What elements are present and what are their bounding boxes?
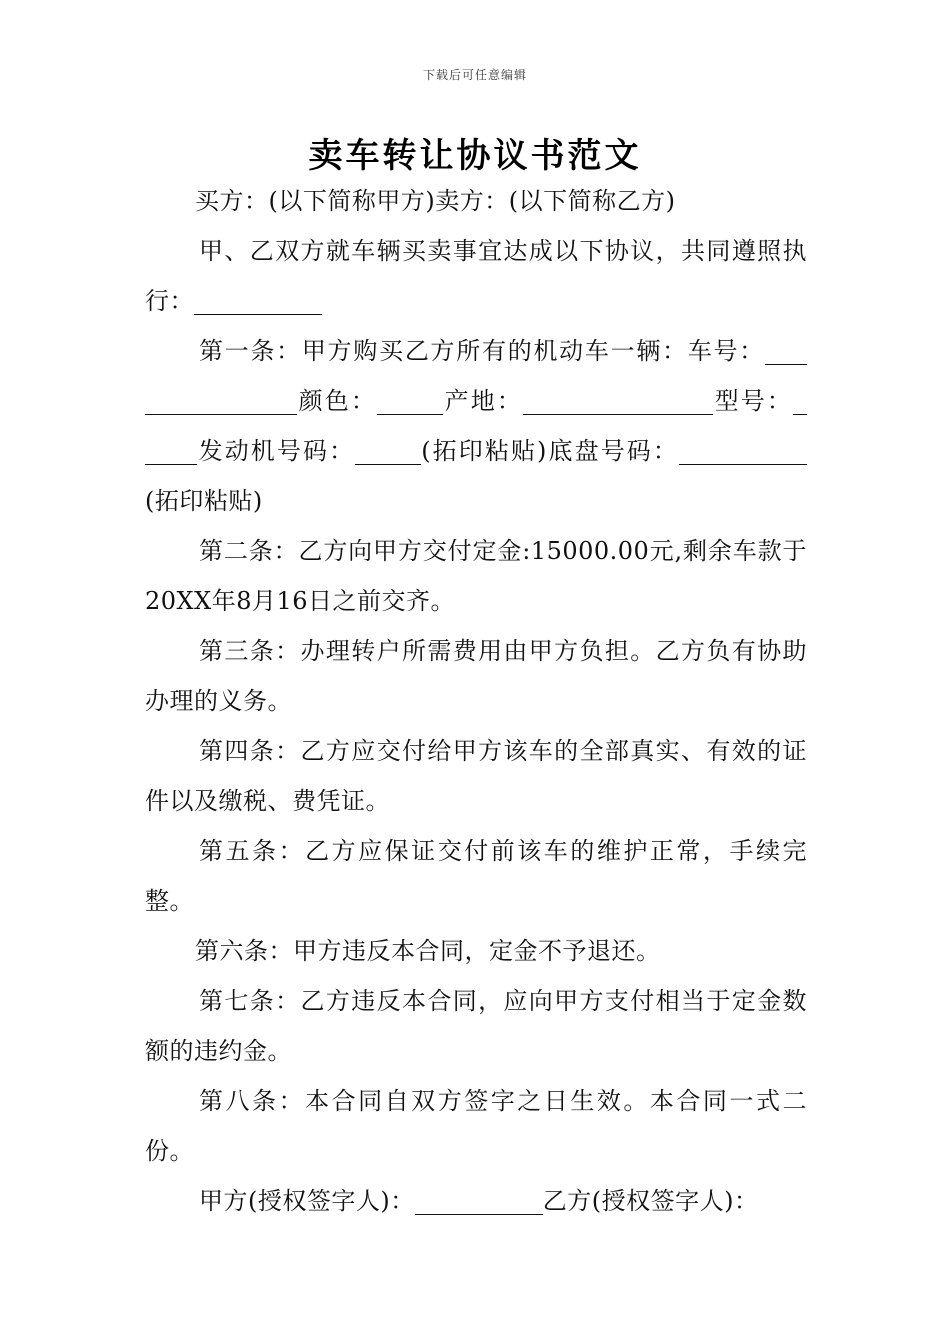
chassis-number-blank [679,440,807,465]
engine-label: 发动机号码： [197,437,356,465]
origin-label: 产地： [443,387,523,415]
color-label: 颜色： [297,387,377,415]
chassis-label: (拓印粘贴)底盘号码： [421,437,679,465]
parties-line: 买方：(以下简称甲方)卖方：(以下简称乙方) [195,187,676,215]
engine-number-blank [355,440,421,465]
rubbing-note: (拓印粘贴) [145,487,263,515]
article-7: 第七条：乙方违反本合同，应向甲方支付相当于定金数额的违约金。 [145,987,807,1065]
signature-line [145,1176,807,1226]
agreement-intro-text: 甲、乙双方就车辆买卖事宜达成以下协议，共同遵照执行： [145,237,807,315]
party-b-signature-label: 乙方(授权签字人)： [542,1187,759,1215]
model-blank-cont [145,440,197,465]
article-3: 第三条：办理转户所需费用由甲方负担。乙方负有协助办理的义务。 [145,637,807,715]
party-a-signature-blank [415,1190,543,1215]
plate-number-blank [765,340,807,365]
article-8: 第八条：本合同自双方签字之日生效。本合同一式二份。 [145,1087,807,1165]
party-a-signature-label: 甲方(授权签字人)： [199,1187,415,1215]
article-4: 第四条：乙方应交付给甲方该车的全部真实、有效的证件以及缴税、费凭证。 [145,737,807,815]
article-2: 第二条：乙方向甲方交付定金:15000.00元,剩余车款于20XX年8月16日之前交齐。 [145,537,807,615]
execution-blank [194,290,322,315]
article-1-lead: 第一条：甲方购买乙方所有的机动车一辆：车号： [199,337,765,365]
plate-number-blank-cont [145,390,297,415]
article-6: 第六条：甲方违反本合同，定金不予退还。 [195,937,661,965]
document-title: 卖车转让协议书范文 [308,136,642,176]
document-body [145,176,807,1226]
header-note: 下载后可任意编辑 [422,68,527,82]
article-1 [145,326,807,526]
model-label: 型号： [713,387,793,415]
agreement-intro [145,226,807,326]
color-blank [377,390,443,415]
model-blank [793,390,807,415]
origin-blank [523,390,713,415]
article-5: 第五条：乙方应保证交付前该车的维护正常，手续完整。 [145,837,807,915]
